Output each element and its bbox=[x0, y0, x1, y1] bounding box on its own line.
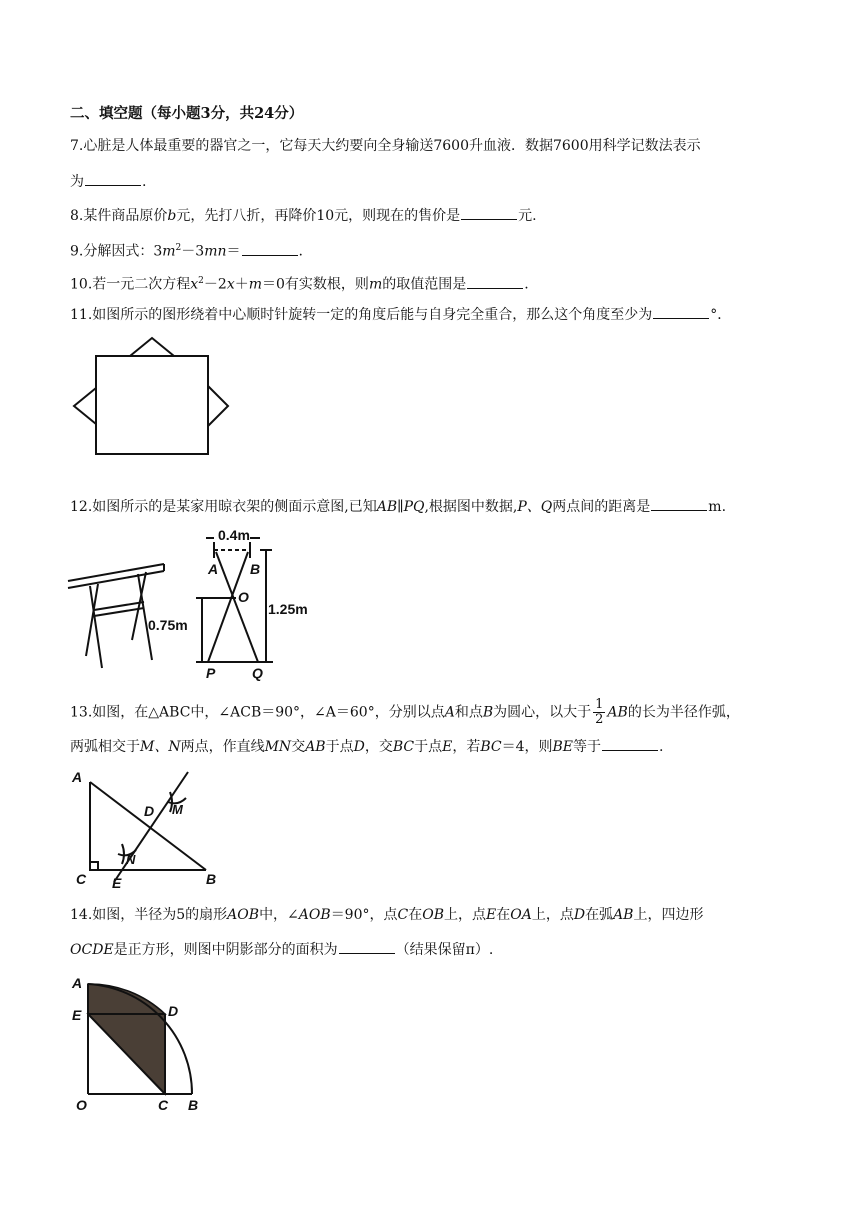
question-13-line-1 bbox=[70, 698, 740, 727]
q13-point-e: E bbox=[442, 739, 453, 755]
q14-angle-aob: AOB bbox=[298, 907, 331, 923]
q13-segment-bc: BC bbox=[392, 739, 415, 755]
q14-text-d: 在 bbox=[408, 907, 423, 923]
question-14-line-2 bbox=[70, 940, 493, 959]
answer-blank-13[interactable] bbox=[602, 737, 658, 751]
q14-text-h: 在弧 bbox=[585, 907, 614, 923]
q12-points: P、Q bbox=[517, 499, 553, 515]
q13-point-b: B bbox=[482, 704, 494, 721]
q13-points-mn: M、N bbox=[140, 739, 181, 755]
q10-var-x: x bbox=[190, 276, 199, 293]
q13-text-h: ，交 bbox=[364, 739, 393, 755]
figure-flag-right bbox=[208, 386, 228, 426]
q8-var-b: b bbox=[167, 208, 177, 224]
fraction-one-half bbox=[593, 698, 605, 727]
q9-exponent: 2 bbox=[175, 243, 182, 253]
q14-square-ocde: OCDE bbox=[70, 942, 114, 958]
figure-flag-top bbox=[130, 338, 174, 356]
figure-flag-left bbox=[74, 388, 96, 424]
question-7-prefix: 为 bbox=[70, 174, 84, 190]
q10-var-x2: x bbox=[226, 276, 235, 293]
q13-suffix: . bbox=[659, 739, 664, 755]
q14-text-b: 中，∠ bbox=[259, 907, 299, 923]
q9-text-b: －3 bbox=[181, 243, 205, 260]
q12-text-a: 12.如图所示的是某家用晾衣架的侧面示意图,已知 bbox=[70, 499, 377, 515]
label-b: B bbox=[206, 871, 217, 887]
question-7-suffix: . bbox=[142, 174, 147, 190]
label-e: E bbox=[72, 1007, 82, 1023]
label-n: N bbox=[126, 852, 136, 867]
rack-sketch bbox=[68, 564, 164, 668]
q12-suffix: m. bbox=[708, 499, 727, 515]
q14-text-c: ＝90°，点 bbox=[330, 907, 398, 923]
q10-plus: ＋ bbox=[234, 276, 249, 293]
answer-blank-12[interactable] bbox=[651, 497, 707, 511]
q8-text-b: 元，先打八折，再降价10元，则现在的售价是 bbox=[176, 208, 461, 224]
q8-text-a: 8.某件商品原价 bbox=[70, 208, 168, 224]
label-d: D bbox=[168, 1003, 179, 1019]
answer-blank-8[interactable] bbox=[461, 206, 517, 220]
q13-segment-be: BE bbox=[552, 739, 574, 755]
question-8 bbox=[70, 206, 537, 225]
label-b: B bbox=[250, 561, 261, 577]
q12-text-c: 两点间的距离是 bbox=[552, 499, 651, 515]
q10-text-a: 10.若一元二次方程 bbox=[70, 276, 191, 293]
label-m: M bbox=[172, 802, 183, 817]
figure-sector-aob bbox=[70, 972, 220, 1112]
q10-var-m: m bbox=[248, 276, 263, 293]
q13-text-and: 和点 bbox=[454, 704, 483, 721]
q13-text-e: 两点，作直线 bbox=[180, 739, 265, 755]
right-angle-mark bbox=[90, 862, 98, 870]
q9-eq: ＝ bbox=[226, 243, 241, 260]
q13-line-mn: MN bbox=[264, 739, 292, 755]
label-o: O bbox=[76, 1097, 87, 1113]
q14-text-f: 在 bbox=[496, 907, 511, 923]
q14-point-c: C bbox=[397, 907, 409, 923]
answer-blank-9[interactable] bbox=[242, 242, 298, 256]
label-a: A bbox=[72, 975, 83, 991]
q13-point-d: D bbox=[353, 739, 365, 755]
q14-segment-oa: OA bbox=[510, 907, 532, 923]
figure-rotating-square bbox=[70, 336, 250, 458]
q12-parallel: AB∥PQ bbox=[376, 499, 425, 515]
q9-suffix: . bbox=[298, 243, 303, 260]
question-7-line-2 bbox=[70, 172, 146, 191]
answer-blank-7[interactable] bbox=[85, 172, 141, 186]
q14-sector-aob: AOB bbox=[227, 907, 260, 923]
q14-segment-ob: OB bbox=[422, 907, 444, 923]
q9-text-a: 9.分解因式：3 bbox=[70, 243, 163, 260]
fraction-numerator: 1 bbox=[595, 697, 604, 712]
side-ab bbox=[90, 782, 206, 870]
q10-text-b: －2 bbox=[203, 276, 227, 293]
question-14-line-1 bbox=[70, 906, 703, 924]
q14-text-i: 上，四边形 bbox=[633, 907, 704, 923]
label-o: O bbox=[238, 589, 249, 605]
label-c: C bbox=[76, 871, 87, 887]
q13-text-l: 等于 bbox=[573, 739, 602, 755]
q9-var-m: m bbox=[162, 243, 176, 260]
q10-text-d: 的取值范围是 bbox=[382, 276, 467, 293]
question-10 bbox=[70, 272, 529, 294]
q9-var-mn: mn bbox=[204, 243, 227, 260]
q8-suffix: 元. bbox=[518, 208, 537, 224]
figure-flag-bottom bbox=[110, 444, 210, 460]
label-right-height: 1.25m bbox=[268, 601, 308, 617]
label-left-height: 0.75m bbox=[148, 617, 188, 633]
q14-point-d: D bbox=[573, 907, 586, 923]
q10-suffix: . bbox=[524, 276, 529, 293]
figure-drying-rack bbox=[68, 528, 328, 680]
label-b: B bbox=[188, 1097, 199, 1113]
figure-square bbox=[96, 356, 208, 454]
q14-arc-ab: AB bbox=[613, 907, 634, 923]
q13-point-a: A bbox=[444, 704, 455, 721]
q14-text-k: （结果保留π）. bbox=[395, 942, 494, 958]
label-a: A bbox=[208, 561, 219, 577]
question-13-line-2 bbox=[70, 737, 663, 756]
q13-text-a: 13.如图，在△ABC中，∠ACB＝90°，∠A＝60°，分别以点 bbox=[70, 704, 445, 721]
q10-exponent: 2 bbox=[198, 276, 204, 286]
q14-text-j: 是正方形，则图中阴影部分的面积为 bbox=[113, 942, 338, 958]
label-p: P bbox=[206, 665, 216, 681]
rack-schematic bbox=[196, 538, 273, 662]
q14-text-g: 上，点 bbox=[531, 907, 574, 923]
q13-text-k: ＝4，则 bbox=[501, 739, 553, 755]
q13-text-j: ，若 bbox=[452, 739, 481, 755]
fraction-denominator: 2 bbox=[595, 712, 604, 727]
q13-text-i: 于点 bbox=[414, 739, 443, 755]
figure-triangle-abc bbox=[70, 766, 230, 890]
q13-text-g: 于点 bbox=[325, 739, 354, 755]
q13-text-c: 的长为半径作弧， bbox=[627, 704, 740, 721]
q10-text-c: ＝0有实数根，则 bbox=[262, 276, 369, 293]
question-7-line-1: 7.心脏是人体最重要的器官之一，它每天大约要向全身输送7600升血液．数据7600用科学记数法表示 bbox=[70, 138, 701, 154]
q13-segment-bc2: BC bbox=[480, 739, 502, 755]
q12-text-b: ,根据图中数据, bbox=[424, 499, 518, 515]
q13-text-d: 两弧相交于 bbox=[70, 739, 140, 755]
label-c: C bbox=[158, 1097, 169, 1113]
answer-blank-11[interactable] bbox=[653, 305, 709, 319]
label-q: Q bbox=[252, 665, 263, 681]
q13-segment-ab: AB bbox=[607, 704, 628, 721]
answer-blank-10[interactable] bbox=[467, 275, 523, 289]
q11-text: 11.如图所示的图形绕着中心顺时针旋转一定的角度后能与自身完全重合，那么这个角度至少为 bbox=[70, 307, 653, 323]
q13-text-f: 交 bbox=[291, 739, 306, 755]
q10-var-m2: m bbox=[368, 276, 383, 293]
q13-text-b: 为圆心，以大于 bbox=[493, 704, 592, 721]
label-top-width: 0.4m bbox=[218, 527, 250, 543]
section-title: 二、填空题（每小题3分，共24分） bbox=[70, 105, 304, 122]
q11-suffix: °． bbox=[710, 307, 732, 323]
question-12 bbox=[70, 497, 726, 516]
question-11 bbox=[70, 305, 731, 324]
q14-text-a: 14.如图，半径为5的扇形 bbox=[70, 907, 228, 923]
answer-blank-14[interactable] bbox=[339, 940, 395, 954]
q14-text-e: 上，点 bbox=[444, 907, 486, 923]
arc-n-2 bbox=[122, 844, 124, 864]
label-a: A bbox=[72, 769, 83, 785]
question-9 bbox=[70, 239, 303, 261]
label-e: E bbox=[112, 875, 122, 891]
q14-point-e: E bbox=[486, 907, 497, 923]
label-d: D bbox=[144, 803, 155, 819]
q13-segment-ab2: AB bbox=[305, 739, 326, 755]
